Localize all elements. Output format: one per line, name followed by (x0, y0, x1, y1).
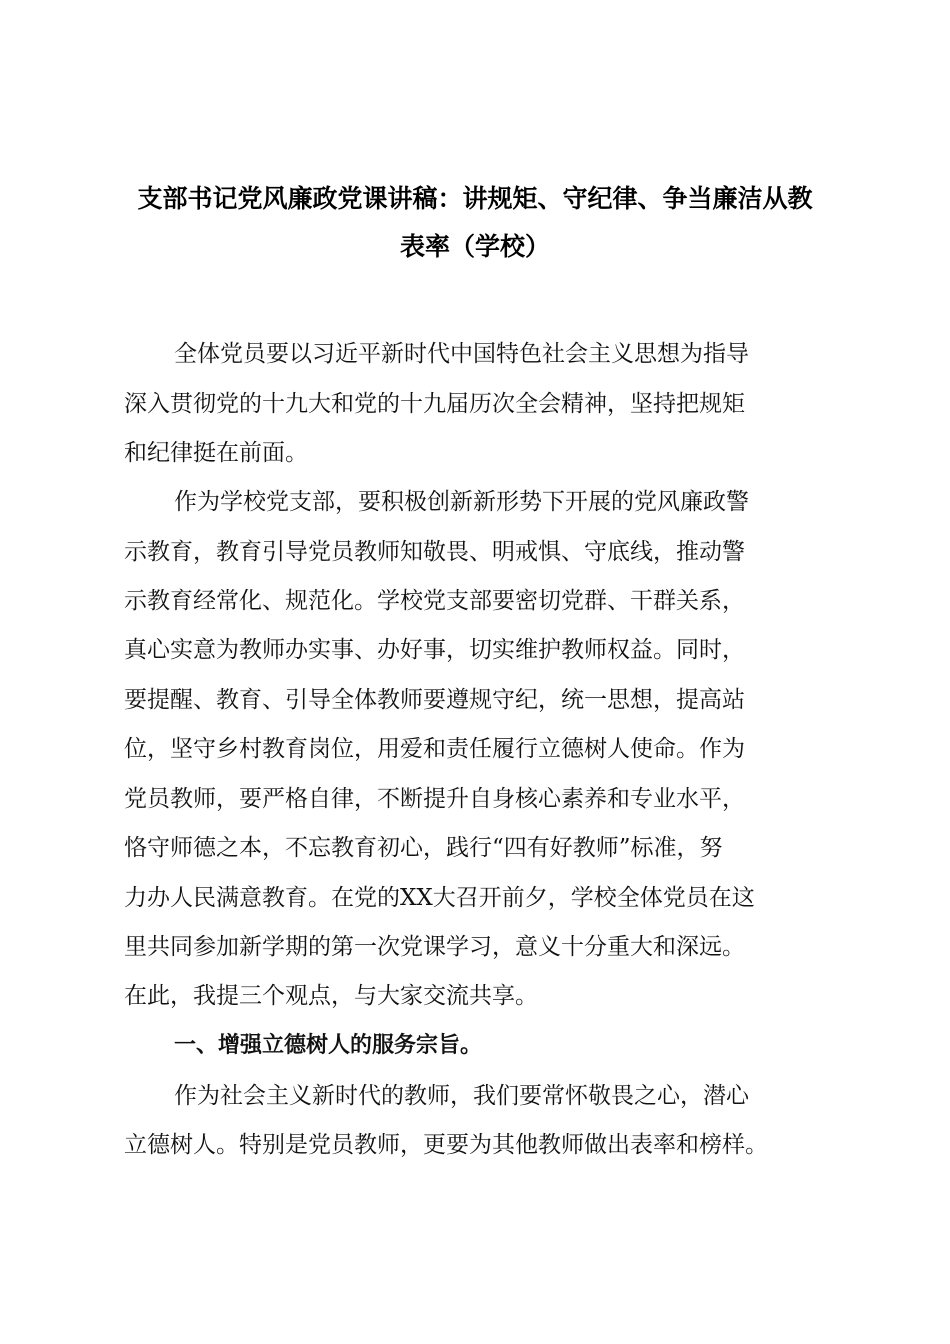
document-title-line-2: 表率（学校） (399, 232, 550, 261)
paragraph-1-line-1: 全体党员要以习近平新时代中国特色社会主义思想为指导 (174, 341, 749, 367)
paragraph-2-line-7: 党员教师，要严格自律，不断提升自身核心素养和专业水平， (124, 786, 745, 812)
paragraph-3-line-2: 立德树人。特别是党员教师，更要为其他教师做出表率和榜样。 (124, 1132, 768, 1158)
paragraph-2-line-9: 力办人民满意教育。在党的XX大召开前夕，学校全体党员在这 (124, 885, 755, 911)
paragraph-1-line-3: 和纪律挺在前面。 (124, 440, 308, 466)
section-heading-1: 一、增强立德树人的服务宗旨。 (174, 1033, 483, 1058)
paragraph-2-line-5: 要提醒、教育、引导全体教师要遵规守纪，统一思想，提高站 (124, 687, 745, 713)
paragraph-2-line-8: 恪守师德之本，不忘教育初心，践行“四有好教师”标准，努 (124, 835, 723, 861)
paragraph-3-line-1: 作为社会主义新时代的教师，我们要常怀敬畏之心，潜心 (174, 1083, 749, 1109)
paragraph-2-line-11: 在此，我提三个观点，与大家交流共享。 (124, 983, 538, 1009)
paragraph-2-line-1: 作为学校党支部，要积极创新新形势下开展的党风廉政警 (174, 489, 749, 515)
paragraph-2-line-4: 真心实意为教师办实事、办好事，切实维护教师权益。同时， (124, 637, 745, 663)
paragraph-2-line-3: 示教育经常化、规范化。学校党支部要密切党群、干群关系， (124, 588, 745, 614)
paragraph-2-line-2: 示教育，教育引导党员教师知敬畏、明戒惧、守底线，推动警 (124, 539, 745, 565)
paragraph-1-line-2: 深入贯彻党的十九大和党的十九届历次全会精神，坚持把规矩 (124, 391, 745, 417)
document-title-line-1: 支部书记党风廉政党课讲稿：讲规矩、守纪律、争当廉洁从教 (137, 184, 813, 213)
paragraph-2-line-10: 里共同参加新学期的第一次党课学习，意义十分重大和深远。 (124, 934, 745, 960)
paragraph-2-line-6: 位，坚守乡村教育岗位，用爱和责任履行立德树人使命。作为 (124, 736, 745, 762)
